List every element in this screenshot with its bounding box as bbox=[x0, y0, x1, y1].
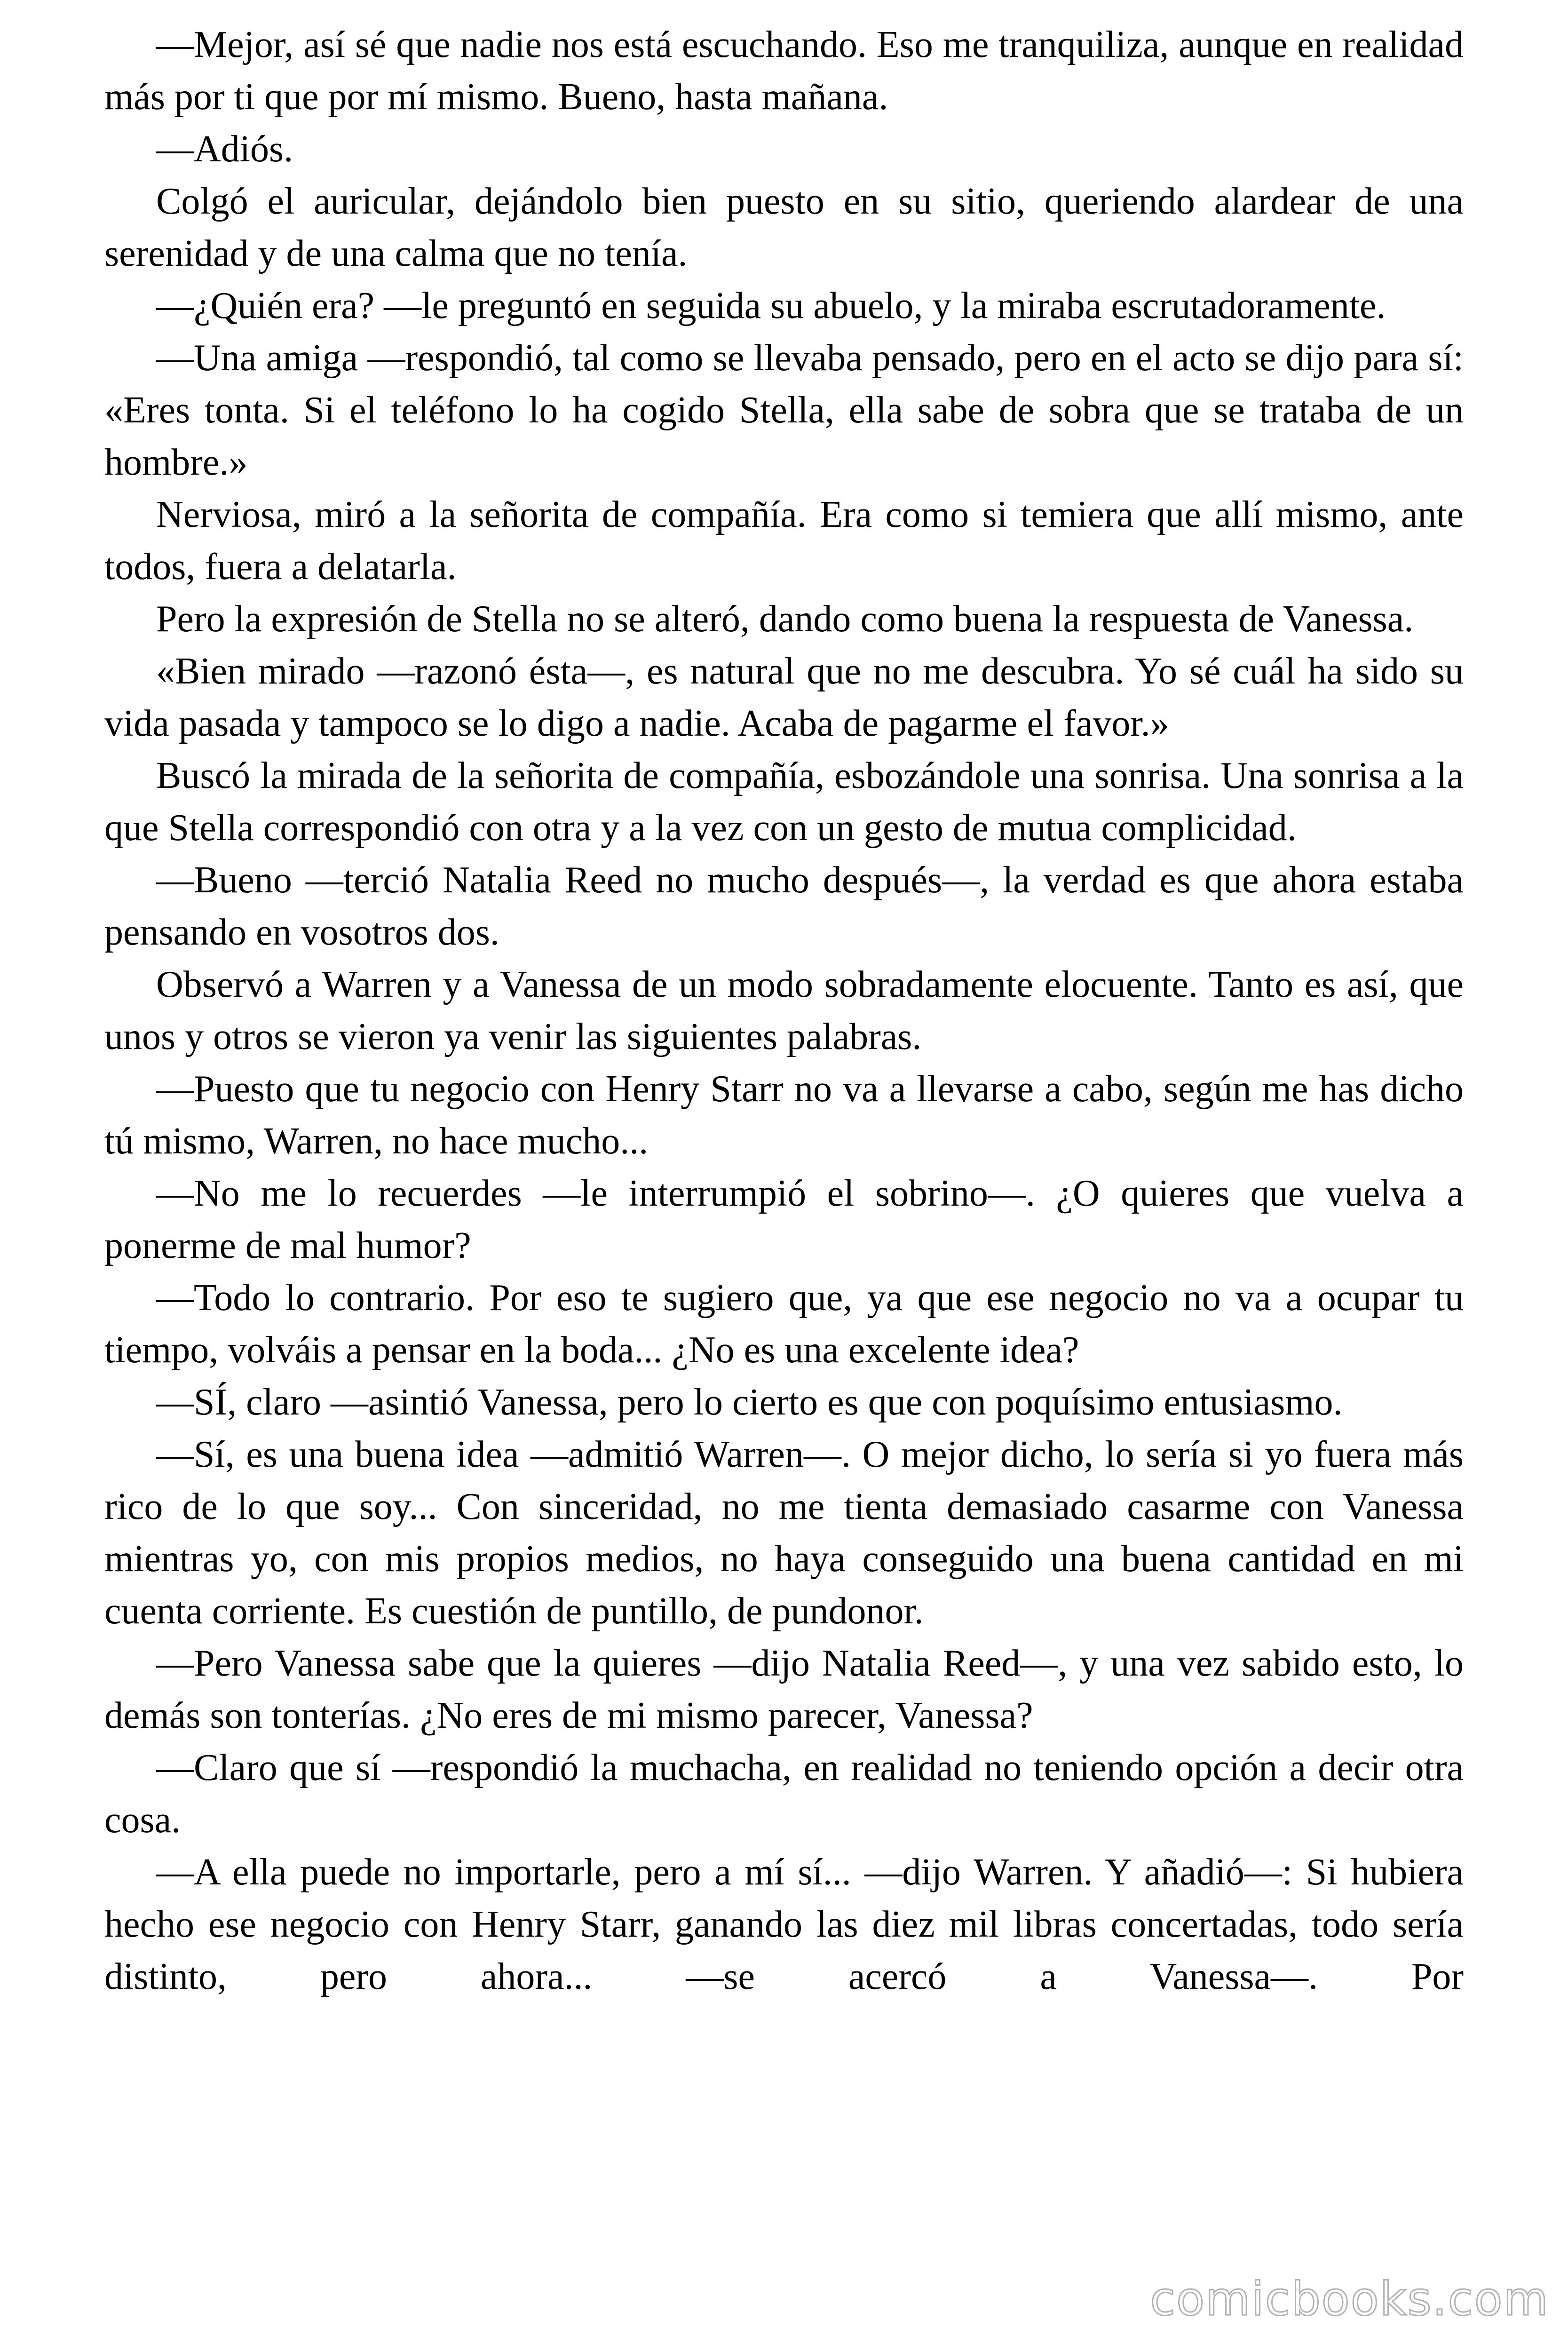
paragraph: Observó a Warren y a Vanessa de un modo sobradamente elocuente. Tanto es así, que unos y otros se vieron ya venir las siguientes palabras. bbox=[104, 964, 1464, 1057]
paragraph: —Bueno —terció Natalia Reed no mucho después—, la verdad es que ahora estaba pensando en vosotros dos. bbox=[104, 859, 1464, 953]
paragraph: —Sí, es una buena idea —admitió Warren—. O mejor dicho, lo sería si yo fuera más rico de lo que soy... Con sinceridad, no me tienta demasiado casarme con Vanessa mientras yo, con mis propios medios, no haya conseguido una buena cantidad en mi cuenta corriente. Es cuestión de puntillo, de pundonor. bbox=[104, 1434, 1464, 1632]
document-page bbox=[104, 19, 1464, 2324]
paragraph: —No me lo recuerdes —le interrumpió el sobrino—. ¿O quieres que vuelva a ponerme de mal humor? bbox=[104, 1173, 1464, 1266]
paragraph: —A ella puede no importarle, pero a mí sí... —dijo Warren. Y añadió—: Si hubiera hecho ese negocio con Henry Starr, ganando las diez mil libras concertadas, todo sería distinto, pero ahora... —se acercó a Vanessa—. Por bbox=[104, 1851, 1464, 1997]
paragraph: Pero la expresión de Stella no se alteró, dando como buena la respuesta de Vanessa. bbox=[156, 598, 1414, 640]
paragraph: —Pero Vanessa sabe que la quieres —dijo Natalia Reed—, y una vez sabido esto, lo demás son tonterías. ¿No eres de mi mismo parecer, Vanessa? bbox=[104, 1643, 1464, 1736]
paragraph: —Claro que sí —respondió la muchacha, en realidad no teniendo opción a decir otra cosa. bbox=[104, 1747, 1464, 1841]
paragraph: —Una amiga —respondió, tal como se llevaba pensado, pero en el acto se dijo para sí: «Eres tonta. Si el teléfono lo ha cogido Stella, ella sabe de sobra que se trataba de un hombre.» bbox=[104, 337, 1464, 483]
paragraph: Colgó el auricular, dejándolo bien puesto en su sitio, queriendo alardear de una serenidad y de una calma que no tenía. bbox=[104, 181, 1464, 274]
watermark-logo: comicbooks.com bbox=[1150, 2273, 1549, 2326]
paragraph: —Mejor, así sé que nadie nos está escuchando. Eso me tranquiliza, aunque en realidad más por ti que por mí mismo. Bueno, hasta mañana. bbox=[104, 24, 1464, 118]
paragraph: —Adiós. bbox=[156, 128, 293, 170]
paragraph: Nerviosa, miró a la señorita de compañía. Era como si temiera que allí mismo, ante todos, fuera a delatarla. bbox=[104, 494, 1464, 588]
paragraph: —Todo lo contrario. Por eso te sugiero que, ya que ese negocio no va a ocupar tu tiempo, volváis a pensar en la boda... ¿No es una excelente idea? bbox=[104, 1277, 1464, 1371]
paragraph: —SÍ, claro —asintió Vanessa, pero lo cierto es que con poquísimo entusiasmo. bbox=[156, 1382, 1343, 1423]
paragraph: —Puesto que tu negocio con Henry Starr no va a llevarse a cabo, según me has dicho tú mismo, Warren, no hace mucho... bbox=[104, 1068, 1464, 1162]
paragraph: —¿Quién era? —le preguntó en seguida su abuelo, y la miraba escrutadoramente. bbox=[156, 285, 1386, 326]
paragraph: Buscó la mirada de la señorita de compañía, esbozándole una sonrisa. Una sonrisa a la que Stella correspondió con otra y a la vez con un gesto de mutua complicidad. bbox=[104, 755, 1464, 849]
paragraph: «Bien mirado —razonó ésta—, es natural que no me descubra. Yo sé cuál ha sido su vida pasada y tampoco se lo digo a nadie. Acaba de pagarme el favor.» bbox=[104, 651, 1464, 744]
